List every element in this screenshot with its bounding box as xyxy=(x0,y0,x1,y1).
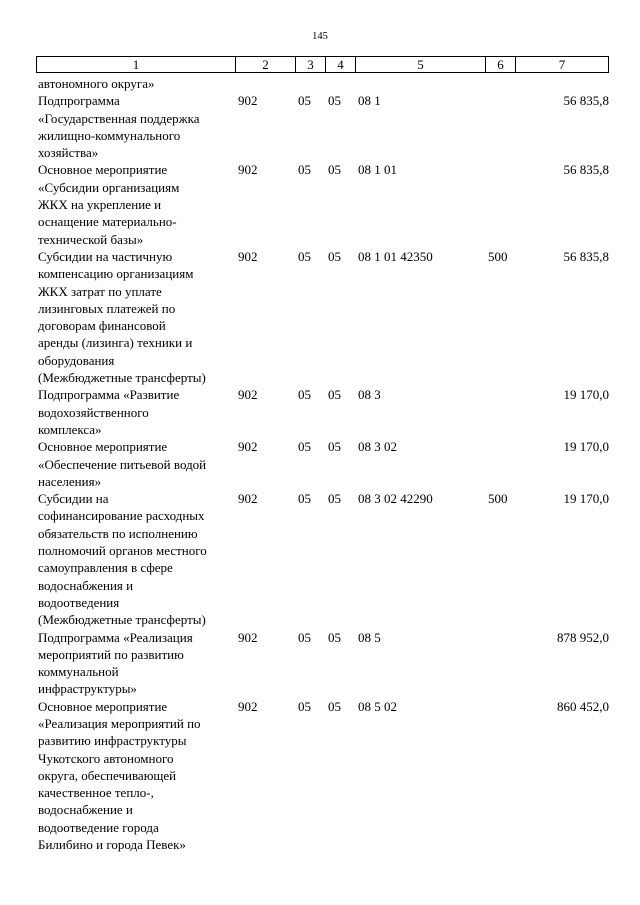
row-ministry-code: 902 xyxy=(238,162,258,178)
table-row xyxy=(0,75,640,92)
row-name: Основное мероприятие «Обеспечение питьевой водой населения» xyxy=(38,439,207,489)
table-row xyxy=(0,438,640,490)
row-ministry-code: 902 xyxy=(238,491,258,507)
row-name: Подпрограмма «Развитие водохозяйственного комплекса» xyxy=(38,387,180,437)
row-section: 05 xyxy=(298,698,311,714)
row-name: Подпрограмма «Реализация мероприятий по развитию коммунальной инфраструктуры» xyxy=(38,629,193,697)
row-amount: 56 835,8 xyxy=(563,162,609,178)
row-target-article: 08 1 01 xyxy=(358,162,397,178)
row-name: Субсидии на софинансирование расходных обязательств по исполнению полномочий органов местного самоуправления в сфере водоснабжения и водоотведения (Межбюджетные трансферты) xyxy=(38,491,207,628)
row-target-article: 08 5 xyxy=(358,629,381,645)
table-body xyxy=(0,75,640,853)
row-section: 05 xyxy=(298,629,311,645)
table-row xyxy=(0,490,640,628)
header-col-3: 3 xyxy=(296,57,326,72)
row-subsection: 05 xyxy=(328,439,341,455)
table-header xyxy=(36,56,609,73)
row-section: 05 xyxy=(298,439,311,455)
row-amount: 878 952,0 xyxy=(557,629,609,645)
row-ministry-code: 902 xyxy=(238,248,258,264)
row-subsection: 05 xyxy=(328,629,341,645)
header-col-5: 5 xyxy=(356,57,486,72)
row-amount: 860 452,0 xyxy=(557,698,609,714)
row-section: 05 xyxy=(298,248,311,264)
row-name: Подпрограмма «Государственная поддержка жилищно-коммунального хозяйства» xyxy=(38,93,200,161)
table-row xyxy=(0,161,640,247)
header-col-4: 4 xyxy=(326,57,356,72)
row-subsection: 05 xyxy=(328,698,341,714)
row-subsection: 05 xyxy=(328,162,341,178)
row-name: Субсидии на частичную компенсацию организациям ЖКХ затрат по уплате лизинговых платежей по договорам финансовой аренды (лизинга) техники и оборудования (Межбюджетные трансферты) xyxy=(38,248,206,386)
row-target-article: 08 1 01 42350 xyxy=(358,248,433,264)
row-amount: 19 170,0 xyxy=(563,387,609,403)
row-name: автономного округа» xyxy=(38,76,155,91)
row-amount: 19 170,0 xyxy=(563,439,609,455)
row-section: 05 xyxy=(298,491,311,507)
row-amount: 19 170,0 xyxy=(563,491,609,507)
row-ministry-code: 902 xyxy=(238,439,258,455)
table-row xyxy=(0,386,640,438)
row-name: Основное мероприятие «Реализация мероприятий по развитию инфраструктуры Чукотского автономного округа, обеспечивающей качественное тепло-, водоснабжение и водоотведение города Билибино и города Певек» xyxy=(38,698,201,853)
row-name: Основное мероприятие «Субсидии организациям ЖКХ на укрепление и оснащение материально- технической базы» xyxy=(38,162,180,247)
row-section: 05 xyxy=(298,162,311,178)
table-row xyxy=(0,629,640,698)
header-col-7: 7 xyxy=(558,57,566,72)
row-target-article: 08 3 02 42290 xyxy=(358,491,433,507)
row-target-article: 08 1 xyxy=(358,93,381,109)
row-subsection: 05 xyxy=(328,387,341,403)
row-section: 05 xyxy=(298,387,311,403)
page-number: 145 xyxy=(312,31,328,42)
row-expense-type: 500 xyxy=(488,248,508,264)
row-ministry-code: 902 xyxy=(238,698,258,714)
row-ministry-code: 902 xyxy=(238,93,258,109)
row-subsection: 05 xyxy=(328,93,341,109)
row-subsection: 05 xyxy=(328,491,341,507)
table-row xyxy=(0,698,640,854)
row-expense-type: 500 xyxy=(488,491,508,507)
row-amount: 56 835,8 xyxy=(563,93,609,109)
row-subsection: 05 xyxy=(328,248,341,264)
table-row xyxy=(0,92,640,161)
row-ministry-code: 902 xyxy=(238,387,258,403)
table-row xyxy=(0,248,640,386)
row-target-article: 08 3 02 xyxy=(358,439,397,455)
row-amount: 56 835,8 xyxy=(563,248,609,264)
header-col-1: 1 xyxy=(37,57,236,72)
header-col-2: 2 xyxy=(236,57,296,72)
row-section: 05 xyxy=(298,93,311,109)
row-ministry-code: 902 xyxy=(238,629,258,645)
row-target-article: 08 3 xyxy=(358,387,381,403)
row-target-article: 08 5 02 xyxy=(358,698,397,714)
header-col-6: 6 xyxy=(486,57,516,72)
